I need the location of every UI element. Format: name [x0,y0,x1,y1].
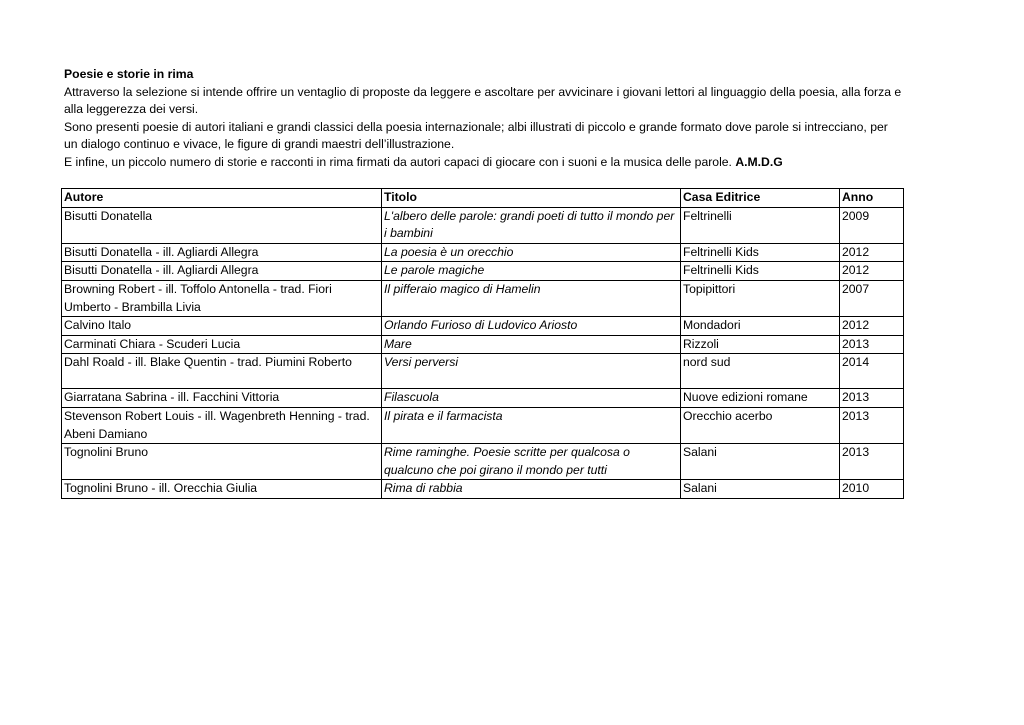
cell-autore: Browning Robert - ill. Toffolo Antonella - trad. Fiori Umberto - Brambilla Livia [62,280,382,316]
cell-autore: Bisutti Donatella - ill. Agliardi Allegra [62,262,382,281]
cell-editore: Nuove edizioni romane [681,389,840,408]
cell-anno: 2012 [840,262,904,281]
cell-titolo: Rime raminghe. Poesie scritte per qualcosa o qualcuno che poi girano il mondo per tutti [382,444,681,480]
cell-editore: Topipittori [681,280,840,316]
table-row [62,317,904,336]
header-autore: Autore [62,189,382,208]
cell-anno: 2013 [840,407,904,443]
cell-editore: Rizzoli [681,335,840,354]
cell-titolo: Il pirata e il farmacista [382,407,681,443]
table-header-row [62,189,904,208]
cell-autore: Tognolini Bruno [62,444,382,480]
cell-anno: 2013 [840,444,904,480]
cell-anno: 2014 [840,354,904,389]
cell-editore: Salani [681,444,840,480]
cell-autore: Tognolini Bruno - ill. Orecchia Giulia [62,480,382,499]
intro-paragraph-2: Sono presenti poesie di autori italiani e grandi classici della poesia internazionale; albi illustrati di piccolo e grande formato dove parole si intrecciano, per un dialogo continuo e vivace, le figure di grandi maestri dell’illustrazione. [64,119,888,152]
cell-autore: Bisutti Donatella - ill. Agliardi Allegra [62,243,382,262]
intro-paragraph-1: Attraverso la selezione si intende offrire un ventaglio di proposte da leggere e ascoltare per avvicinare i giovani lettori al linguaggio della poesia, alla forza e alla leggerezza dei versi. [64,84,902,117]
table-row [62,444,904,480]
cell-titolo: Rima di rabbia [382,480,681,499]
cell-editore: nord sud [681,354,840,389]
cell-autore: Calvino Italo [62,317,382,336]
cell-titolo: Versi perversi [382,354,681,389]
cell-editore: Feltrinelli [681,207,840,243]
table-row [62,480,904,499]
cell-autore: Giarratana Sabrina - ill. Facchini Vittoria [62,389,382,408]
intro-block [64,66,904,172]
cell-titolo: Le parole magiche [382,262,681,281]
intro-paragraph-3-text: E infine, un piccolo numero di storie e racconti in rima firmati da autori capaci di giocare con i suoni e la musica delle parole. [64,154,736,169]
header-anno: Anno [840,189,904,208]
cell-autore: Stevenson Robert Louis - ill. Wagenbreth Henning - trad. Abeni Damiano [62,407,382,443]
cell-editore: Feltrinelli Kids [681,243,840,262]
table-row [62,262,904,281]
cell-titolo: L'albero delle parole: grandi poeti di tutto il mondo per i bambini [382,207,681,243]
table-row [62,280,904,316]
cell-anno: 2013 [840,389,904,408]
cell-titolo: Orlando Furioso di Ludovico Ariosto [382,317,681,336]
cell-anno: 2009 [840,207,904,243]
cell-autore: Carminati Chiara - Scuderi Lucia [62,335,382,354]
cell-anno: 2010 [840,480,904,499]
cell-titolo: Filascuola [382,389,681,408]
cell-titolo: Mare [382,335,681,354]
cell-anno: 2007 [840,280,904,316]
table-row [62,407,904,443]
section-title: Poesie e storie in rima [64,67,194,81]
table-row [62,354,904,389]
cell-titolo: Il pifferaio magico di Hamelin [382,280,681,316]
cell-editore: Orecchio acerbo [681,407,840,443]
cell-anno: 2012 [840,243,904,262]
book-table [61,188,904,499]
cell-editore: Mondadori [681,317,840,336]
signature: A.M.D.G [735,154,783,169]
cell-autore: Dahl Roald - ill. Blake Quentin - trad. Piumini Roberto [62,354,382,389]
cell-autore: Bisutti Donatella [62,207,382,243]
cell-editore: Feltrinelli Kids [681,262,840,281]
table-row [62,207,904,243]
header-casa-editrice: Casa Editrice [681,189,840,208]
table-row [62,389,904,408]
cell-editore: Salani [681,480,840,499]
cell-anno: 2012 [840,317,904,336]
header-titolo: Titolo [382,189,681,208]
intro-paragraph-3 [64,154,904,172]
cell-titolo: La poesia è un orecchio [382,243,681,262]
table-row [62,243,904,262]
cell-anno: 2013 [840,335,904,354]
table-row [62,335,904,354]
